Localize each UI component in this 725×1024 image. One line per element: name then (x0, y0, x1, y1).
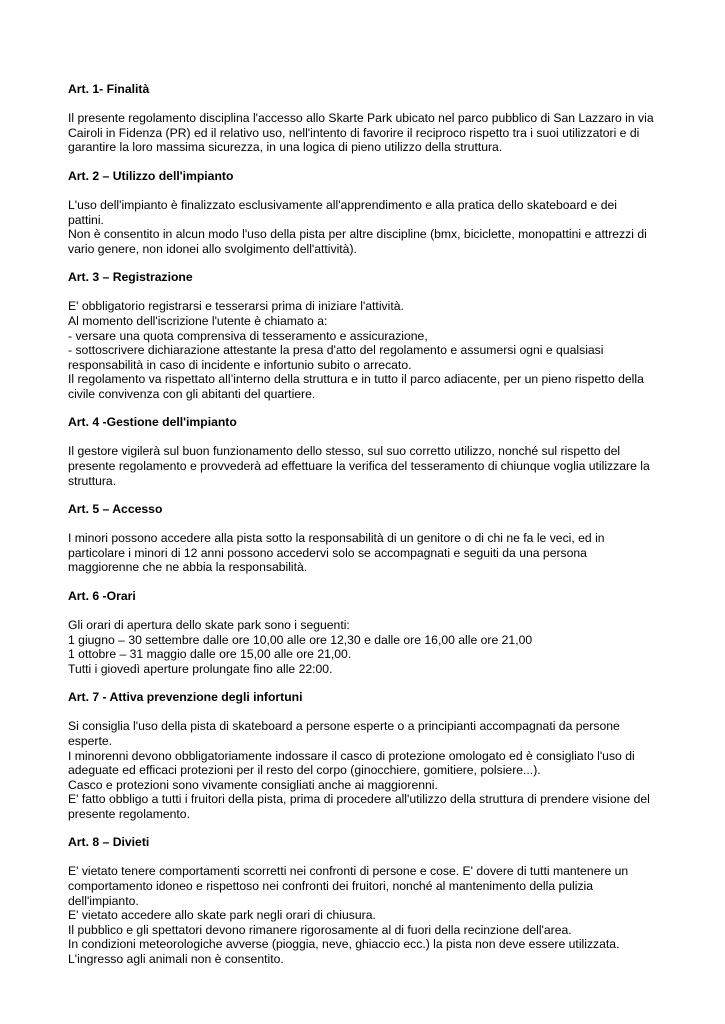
article-body (68, 111, 685, 155)
article-body (68, 198, 685, 256)
article-section (68, 589, 685, 677)
article-body (68, 299, 685, 401)
article-line: - versare una quota comprensiva di tesseramento e assicurazione, (68, 328, 428, 343)
article-line: Non è consentito in alcun modo l'uso della pista per altre discipline (bmx, biciclette, monopattini e attrezzi di (68, 227, 647, 242)
article-section (68, 415, 685, 488)
article-line: E' vietato accedere allo skate park negli orari di chiusura. (68, 908, 376, 923)
article-line: civile convivenza con gli abitanti del quartiere. (68, 386, 316, 401)
article-line: presente regolamento. (68, 806, 190, 821)
article-heading: Art. 6 -Orari (68, 588, 136, 603)
article-section (68, 169, 685, 257)
article-heading: Art. 2 – Utilizzo dell'impianto (68, 168, 234, 183)
article-heading: Art. 3 – Registrazione (68, 270, 193, 285)
article-section (68, 835, 685, 966)
article-line: E' fatto obbligo a tutti i fruitori della pista, prima di procedere all'utilizzo della struttura di prendere visione del (68, 792, 650, 807)
article-section (68, 82, 685, 155)
article-line: - sottoscrivere dichiarazione attestante la presa d'atto del regolamento e assumersi ogni e qualsiasi (68, 343, 604, 358)
article-heading: Art. 7 - Attiva prevenzione degli infortuni (68, 690, 303, 705)
article-line: I minori possono accedere alla pista sotto la responsabilità di un genitore o di chi ne fa le veci, ed in (68, 531, 605, 546)
article-line: Tutti i giovedì aperture prolungate fino alle 22:00. (68, 661, 333, 676)
article-line: E' obbligatorio registrarsi e tesserarsi prima di iniziare l'attività. (68, 299, 404, 314)
article-line: maggiorenne che ne abbia la responsabilità. (68, 560, 308, 575)
article-line: 1 ottobre – 31 maggio dalle ore 15,00 alle ore 21,00. (68, 647, 352, 662)
article-line: Il regolamento va rispettato all’interno della struttura e in tutto il parco adiacente, per un pieno rispetto della (68, 372, 644, 387)
article-body (68, 531, 685, 575)
article-line: presente regolamento e provvederà ad effettuare la verifica del tesseramento di chiunque voglia utilizzare la (68, 459, 650, 474)
articles-list (68, 82, 685, 967)
article-line: garantire la loro massima sicurezza, in una logica di pieno utilizzo della struttura. (68, 140, 503, 155)
article-heading: Art. 8 – Divieti (68, 835, 150, 850)
article-line: Si consiglia l'uso della pista di skateboard a persone esperte o a principianti accompagnati da persone (68, 719, 620, 734)
article-line: Cairoli in Fidenza (PR) ed il relativo uso, nell'intento di favorire il reciproco rispetto tra i suoi utilizzatori e di (68, 125, 640, 140)
article-line: responsabilità in caso di incidente e infortunio subito o arrecato. (68, 357, 412, 372)
article-line: Al momento dell'iscrizione l'utente è chiamato a: (68, 313, 328, 328)
article-line: adeguate ed efficaci protezioni per il resto del corpo (ginocchiere, gomitiere, polsiere...). (68, 763, 541, 778)
article-line: struttura. (68, 473, 117, 488)
article-section (68, 690, 685, 821)
article-line: In condizioni meteorologiche avverse (pioggia, neve, ghiaccio ecc.) la pista non deve essere utilizzata. (68, 937, 620, 952)
article-body (68, 864, 685, 966)
article-line: esperte. (68, 733, 113, 748)
article-heading: Art. 4 -Gestione dell'impianto (68, 415, 237, 430)
article-line: Il pubblico e gli spettatori devono rimanere rigorosamente al di fuori della recinzione dell'area. (68, 922, 572, 937)
article-line: Gli orari di apertura dello skate park sono i seguenti: (68, 617, 350, 632)
article-body (68, 719, 685, 821)
article-line: particolare i minori di 12 anni possono accedervi solo se accompagnati e seguiti da una persona (68, 545, 587, 560)
article-body (68, 444, 685, 488)
article-heading: Art. 5 – Accesso (68, 502, 163, 517)
article-line: E' vietato tenere comportamenti scorretti nei confronti di persone e cose. E' dovere di tutti mantenere un (68, 864, 629, 879)
article-heading: Art. 1- Finalità (68, 82, 150, 96)
article-line: Il presente regolamento disciplina l'accesso allo Skarte Park ubicato nel parco pubblico di San Lazzaro in via (68, 111, 654, 126)
article-body (68, 618, 685, 676)
article-section (68, 502, 685, 575)
article-line: dell'impianto. (68, 893, 139, 908)
article-line: I minorenni devono obbligatoriamente indossare il casco di protezione omologato ed è consigliato l'uso di (68, 748, 635, 763)
article-line: pattini. (68, 212, 104, 227)
article-line: L'uso dell'impianto è finalizzato esclusivamente all'apprendimento e alla pratica dello skateboard e dei (68, 197, 617, 212)
article-line: L'ingresso agli animali non è consentito. (68, 952, 284, 967)
article-line: vario genere, non idonei allo svolgimento dell'attività). (68, 241, 357, 256)
article-line: 1 giugno – 30 settembre dalle ore 10,00 alle ore 12,30 e dalle ore 16,00 alle ore 21,00 (68, 632, 533, 647)
article-line: comportamento idoneo e rispettoso nei confronti dei fruitori, nonché al mantenimento della pulizia (68, 879, 594, 894)
article-section (68, 270, 685, 401)
article-line: Casco e protezioni sono vivamente consigliati anche ai maggiorenni. (68, 777, 438, 792)
article-line: Il gestore vigilerà sul buon funzionamento dello stesso, sul suo corretto utilizzo, nonché sul rispetto del (68, 444, 621, 459)
